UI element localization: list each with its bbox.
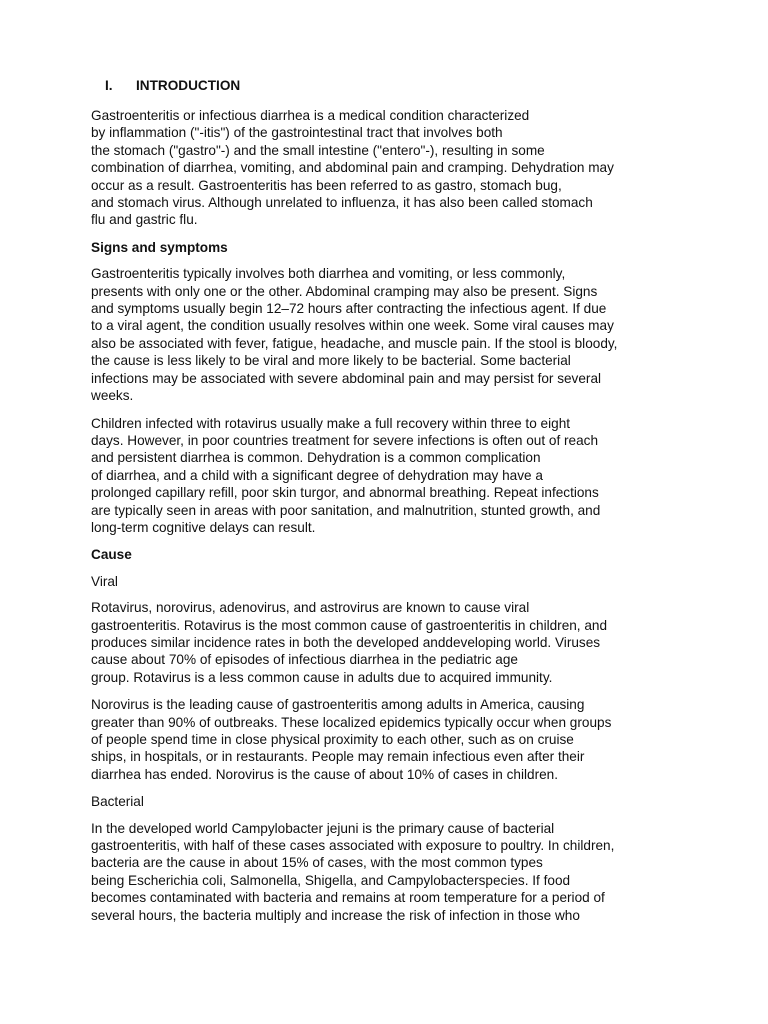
section-number: I. <box>105 78 113 93</box>
signs-paragraph-1 <box>91 265 691 404</box>
subheading-bacterial: Bacterial <box>91 794 144 810</box>
text-line: gastroenteritis, with half of these cases associated with exposure to poultry. In children, <box>91 838 615 854</box>
text-line: also be associated with fever, fatigue, headache, and muscle pain. If the stool is bloody, <box>91 335 618 351</box>
intro-paragraph <box>91 107 691 229</box>
text-line: are typically seen in areas with poor sanitation, and malnutrition, stunted growth, and <box>91 502 601 518</box>
text-line: cause about 70% of episodes of infectious diarrhea in the pediatric age <box>91 652 518 668</box>
text-line: ships, in hospitals, or in restaurants. People may remain infectious even after their <box>91 749 585 765</box>
text-line: being Escherichia coli, Salmonella, Shigella, and Campylobacterspecies. If food <box>91 872 571 888</box>
text-line: combination of diarrhea, vomiting, and abdominal pain and cramping. Dehydration may <box>91 160 614 176</box>
document-page <box>91 77 691 934</box>
bacterial-paragraph-1 <box>91 820 691 924</box>
text-line: weeks. <box>91 388 134 404</box>
viral-paragraph-2 <box>91 696 691 783</box>
text-line: group. Rotavirus is a less common cause in adults due to acquired immunity. <box>91 669 553 685</box>
subheading-viral: Viral <box>91 573 118 589</box>
text-line: produces similar incidence rates in both the developed anddeveloping world. Viruses <box>91 634 601 650</box>
text-line: Gastroenteritis or infectious diarrhea is a medical condition characterized <box>91 108 530 123</box>
text-line: several hours, the bacteria multiply and increase the risk of infection in those who <box>91 907 580 923</box>
text-line: Norovirus is the leading cause of gastroenteritis among adults in America, causing <box>91 697 585 713</box>
text-line: Children infected with rotavirus usually make a full recovery within three to eight <box>91 415 571 431</box>
text-line: and persistent diarrhea is common. Dehydration is a common complication <box>91 450 541 466</box>
text-line: and stomach virus. Although unrelated to influenza, it has also been called stomach <box>91 195 593 211</box>
text-line: diarrhea has ended. Norovirus is the cause of about 10% of cases in children. <box>91 766 558 782</box>
text-line: gastroenteritis. Rotavirus is the most common cause of gastroenteritis in children, and <box>91 617 608 633</box>
text-line: occur as a result. Gastroenteritis has been referred to as gastro, stomach bug, <box>91 177 562 193</box>
text-line: In the developed world Campylobacter jejuni is the primary cause of bacterial <box>91 820 555 836</box>
text-line: by inflammation ("-itis") of the gastrointestinal tract that involves both <box>91 125 503 141</box>
section-heading-introduction <box>91 77 691 94</box>
text-line: Rotavirus, norovirus, adenovirus, and astrovirus are known to cause viral <box>91 600 530 616</box>
text-line: and symptoms usually begin 12–72 hours after contracting the infectious agent. If due <box>91 301 607 317</box>
text-line: prolonged capillary refill, poor skin turgor, and abnormal breathing. Repeat infections <box>91 485 599 501</box>
text-line: Gastroenteritis typically involves both diarrhea and vomiting, or less commonly, <box>91 266 566 282</box>
text-line: bacteria are the cause in about 15% of cases, with the most common types <box>91 855 543 871</box>
subheading-signs-and-symptoms: Signs and symptoms <box>91 239 228 255</box>
signs-paragraph-2 <box>91 415 691 537</box>
text-line: infections may be associated with severe abdominal pain and may persist for several <box>91 370 602 386</box>
text-line: the cause is less likely to be viral and more likely to be bacterial. Some bacterial <box>91 353 571 369</box>
text-line: the stomach ("gastro"-) and the small intestine ("entero"-), resulting in some <box>91 142 545 158</box>
text-line: becomes contaminated with bacteria and remains at room temperature for a period of <box>91 890 605 906</box>
text-line: flu and gastric flu. <box>91 212 198 228</box>
text-line: of diarrhea, and a child with a significant degree of dehydration may have a <box>91 467 543 483</box>
text-line: of people spend time in close physical proximity to each other, such as on cruise <box>91 732 574 747</box>
section-title: INTRODUCTION <box>136 78 241 93</box>
text-line: days. However, in poor countries treatment for severe infections is often out of reach <box>91 432 599 448</box>
subheading-cause: Cause <box>91 547 132 563</box>
text-line: long-term cognitive delays can result. <box>91 519 316 535</box>
text-line: greater than 90% of outbreaks. These localized epidemics typically occur when groups <box>91 714 612 730</box>
viral-paragraph-1 <box>91 599 691 686</box>
text-line: to a viral agent, the condition usually resolves within one week. Some viral causes may <box>91 318 614 334</box>
text-line: presents with only one or the other. Abdominal cramping may also be present. Signs <box>91 283 598 299</box>
